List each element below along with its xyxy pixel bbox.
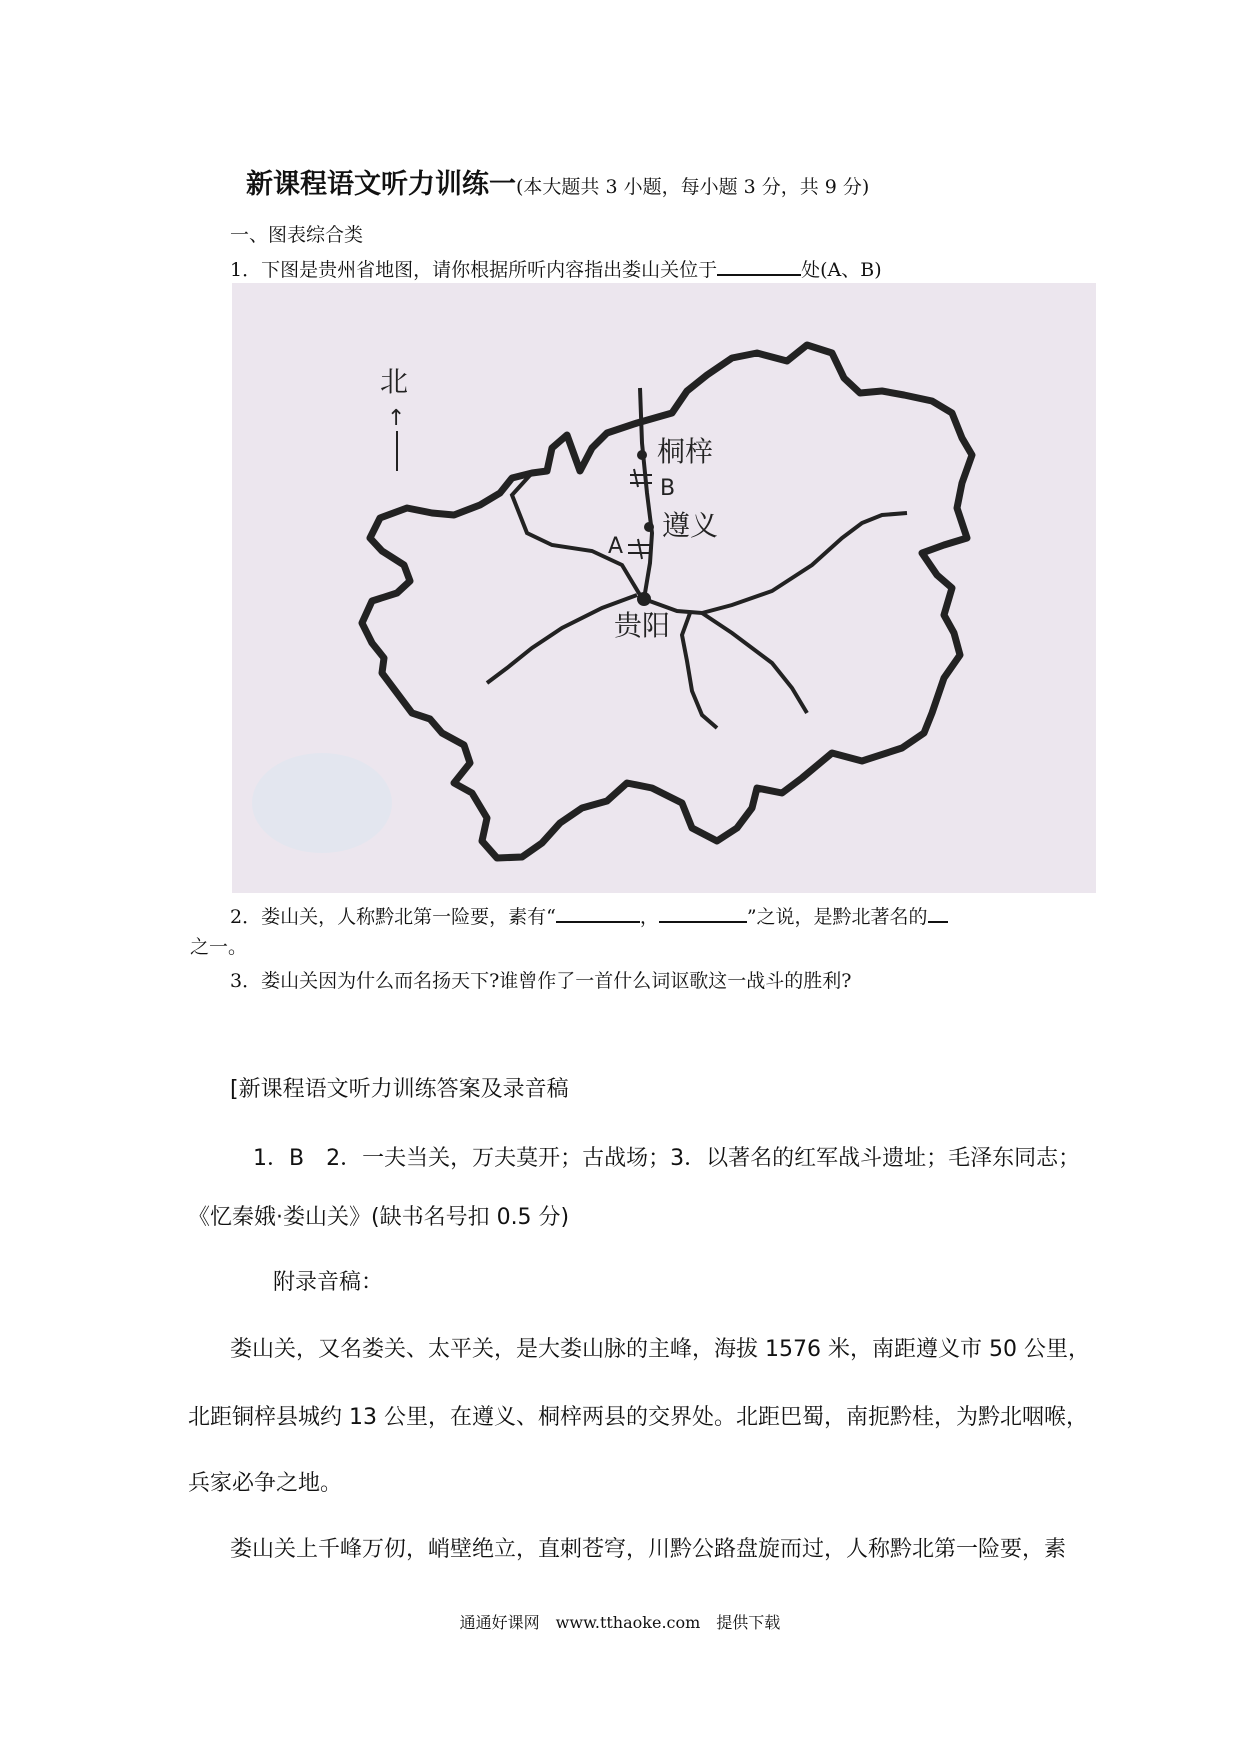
transcript-line-2: 北距铜梓县城约 13 公里，在遵义、桐梓两县的交界处。北距巴蜀，南扼黔桂，为黔北咽喉， bbox=[188, 1405, 1088, 1430]
question-2 bbox=[230, 902, 948, 929]
q2-blank-1 bbox=[556, 920, 640, 923]
map-smudge bbox=[252, 753, 392, 853]
q2-sep: ， bbox=[639, 906, 659, 928]
question-1 bbox=[230, 255, 882, 282]
page-title bbox=[246, 162, 869, 201]
q2-line2: 之一。 bbox=[190, 936, 248, 958]
answers-line-1: 1．B 2．一夫当关，万夫莫开；古战场；3．以著名的红军战斗遗址；毛泽东同志； bbox=[253, 1146, 1081, 1171]
q1-after: 处(A、B) bbox=[801, 259, 882, 281]
question-3: 3．娄山关因为什么而名扬天下?谁曾作了一首什么词讴歌这一战斗的胜利? bbox=[230, 970, 852, 992]
answers-line-2: 《忆秦娥·娄山关》(缺书名号扣 0.5 分) bbox=[188, 1205, 570, 1230]
transcript-line-3: 兵家必争之地。 bbox=[188, 1471, 343, 1496]
north-label: 北 bbox=[380, 365, 409, 398]
mark-label-b: B bbox=[660, 476, 676, 501]
guizhou-map bbox=[232, 283, 1096, 893]
city-dot-guiyang bbox=[637, 592, 651, 606]
city-label-tongzi: 桐梓 bbox=[657, 435, 714, 468]
footer: 通通好课网 www.tthaoke.com 提供下载 bbox=[459, 1613, 781, 1632]
answers-heading: [新课程语文听力训练答案及录音稿 bbox=[230, 1077, 569, 1102]
city-dot-zunyi bbox=[644, 522, 654, 532]
mark-label-a: A bbox=[608, 534, 624, 559]
section-heading: 一、图表综合类 bbox=[230, 224, 364, 246]
city-label-zunyi: 遵义 bbox=[662, 509, 719, 542]
city-dot-tongzi bbox=[637, 450, 647, 460]
city-label-guiyang: 贵阳 bbox=[614, 609, 671, 642]
north-arrow-icon: ↑ bbox=[387, 406, 406, 431]
q2-part2: ”之说，是黔北著名的 bbox=[746, 906, 928, 928]
appendix-heading: 附录音稿： bbox=[273, 1270, 384, 1295]
transcript-line-4: 娄山关上千峰万仞，峭壁绝立，直刺苍穹，川黔公路盘旋而过，人称黔北第一险要，素 bbox=[230, 1537, 1067, 1562]
q2-blank-2 bbox=[659, 920, 747, 923]
transcript-line-1: 娄山关，又名娄关、太平关，是大娄山脉的主峰，海拔 1576 米，南距遵义市 50 公里， bbox=[230, 1337, 1090, 1362]
q1-blank bbox=[717, 273, 801, 276]
q2-part1: 2．娄山关，人称黔北第一险要，素有“ bbox=[230, 906, 556, 928]
title-sub: (本大题共 3 小题，每小题 3 分，共 9 分) bbox=[516, 176, 870, 198]
title-main: 新课程语文听力训练一 bbox=[246, 169, 516, 200]
q1-text: 1．下图是贵州省地图，请你根据所听内容指出娄山关位于 bbox=[230, 259, 718, 281]
q2-blank-3 bbox=[928, 920, 948, 923]
